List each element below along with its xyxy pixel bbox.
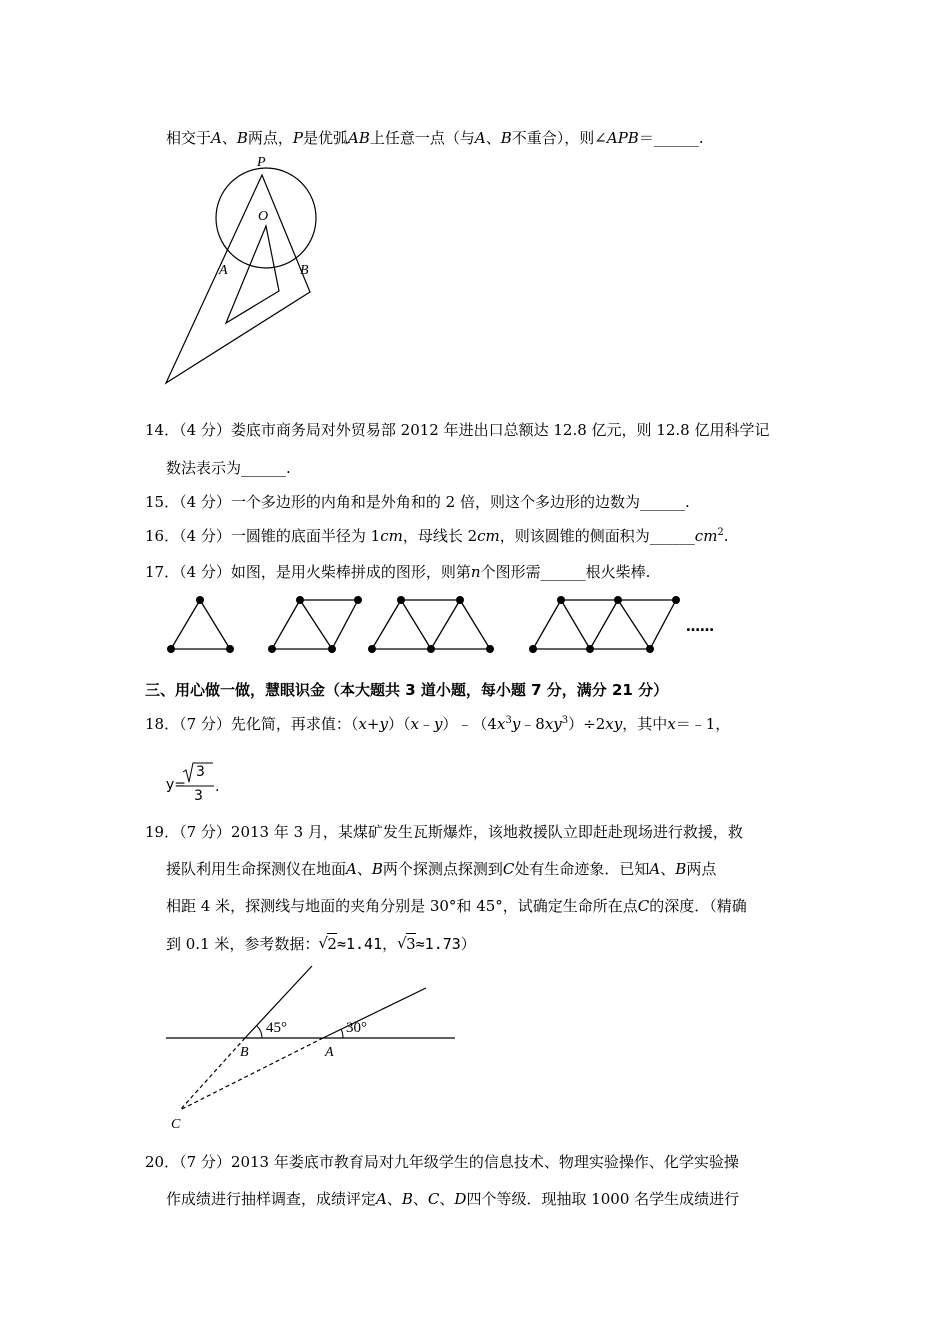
arc-30	[341, 1029, 343, 1038]
label-b: B	[300, 263, 309, 278]
q14-line2: 数法表示为______.	[166, 459, 291, 477]
pattern-3	[372, 600, 490, 649]
q20-line2: 作成绩进行抽样调查，成绩评定A、B、C、D四个等级．现抽取 1000 名学生成绩进行	[166, 1190, 740, 1208]
q19-line4: 到 0.1 米，参考数据： √ 2≈1.41， √ 3≈1.73）	[166, 934, 476, 953]
q14-line1: 14．（4 分）娄底市商务局对外贸易部 2012 年进出口总额达 12.8 亿元，则 12.8 亿用科学记	[145, 421, 770, 439]
dashed-ac	[180, 1038, 323, 1110]
label-o: O	[258, 209, 269, 224]
label-c: C	[171, 1117, 181, 1132]
q20-line1: 20．（7 分）2013 年娄底市教育局对九年级学生的信息技术、物理实验操作、化学实验操	[145, 1153, 739, 1171]
sqrt-2: √ 2	[318, 934, 337, 953]
pattern-1	[171, 600, 230, 649]
ellipsis: ……	[686, 619, 714, 635]
q19-line1: 19．（7 分）2013 年 3 月，某煤矿发生瓦斯爆炸，该地救援队立即赶赴现场进行救援，救	[145, 823, 743, 841]
set-square-inner	[226, 226, 279, 323]
pattern-2	[272, 600, 358, 649]
label-a: A	[219, 263, 228, 278]
q18-y-equals: y=	[166, 777, 187, 793]
ray-a	[323, 988, 426, 1038]
q16: 16．（4 分）一圆锥的底面半径为 1cm，母线长 2cm，则该圆锥的侧面积为$\_\_\_\_\_\_cm^2$.	[145, 527, 729, 545]
set-square-outer	[166, 175, 310, 383]
figure-matchsticks	[160, 590, 740, 660]
label-p: P	[257, 155, 266, 170]
label-30: 30°	[346, 1020, 367, 1036]
matchstick-heads	[167, 596, 680, 653]
q17: 17．（4 分）如图，是用火柴棒拼成的图形，则第n个图形需______根火柴棒.	[145, 563, 651, 581]
figure-circle-set-square	[150, 150, 330, 390]
label-45: 45°	[266, 1020, 287, 1036]
q18-period: .	[215, 779, 220, 795]
q18-numerator: 3	[196, 764, 205, 780]
label-b: B	[240, 1045, 249, 1060]
q19-line3: 相距 4 米，探测线与地面的夹角分别是 30°和 45°，试确定生命所在点C的深度．（精确	[166, 897, 747, 915]
label-a: A	[325, 1045, 334, 1060]
q19-line2: 援队利用生命探测仪在地面A、B两个探测点探测到C处有生命迹象．已知A、B两点	[166, 860, 717, 878]
q15: 15．（4 分）一个多边形的内角和是外角和的 2 倍，则这个多边形的边数为______.	[145, 493, 690, 511]
pattern-4	[533, 600, 676, 649]
q13-continuation: 相交于A、B两点，P是优弧AB上任意一点（与A、B不重合），则∠APB＝______.	[166, 129, 704, 147]
section-3-heading: 三、用心做一做，慧眼识金（本大题共 3 道小题，每小题 7 分，满分 21 分）	[145, 681, 669, 699]
dashed-bc	[180, 1038, 245, 1110]
sqrt-3: √ 3	[397, 934, 416, 953]
q18: 18．（7 分）先化简，再求值：$(x+y)(x﹣y)﹣(4x^3y﹣8xy^3)\div 2xy$，其中x＝﹣1，	[145, 715, 731, 733]
figure-detection	[160, 960, 460, 1135]
arc-45	[257, 1026, 262, 1038]
q18-denominator: 3	[194, 788, 203, 804]
